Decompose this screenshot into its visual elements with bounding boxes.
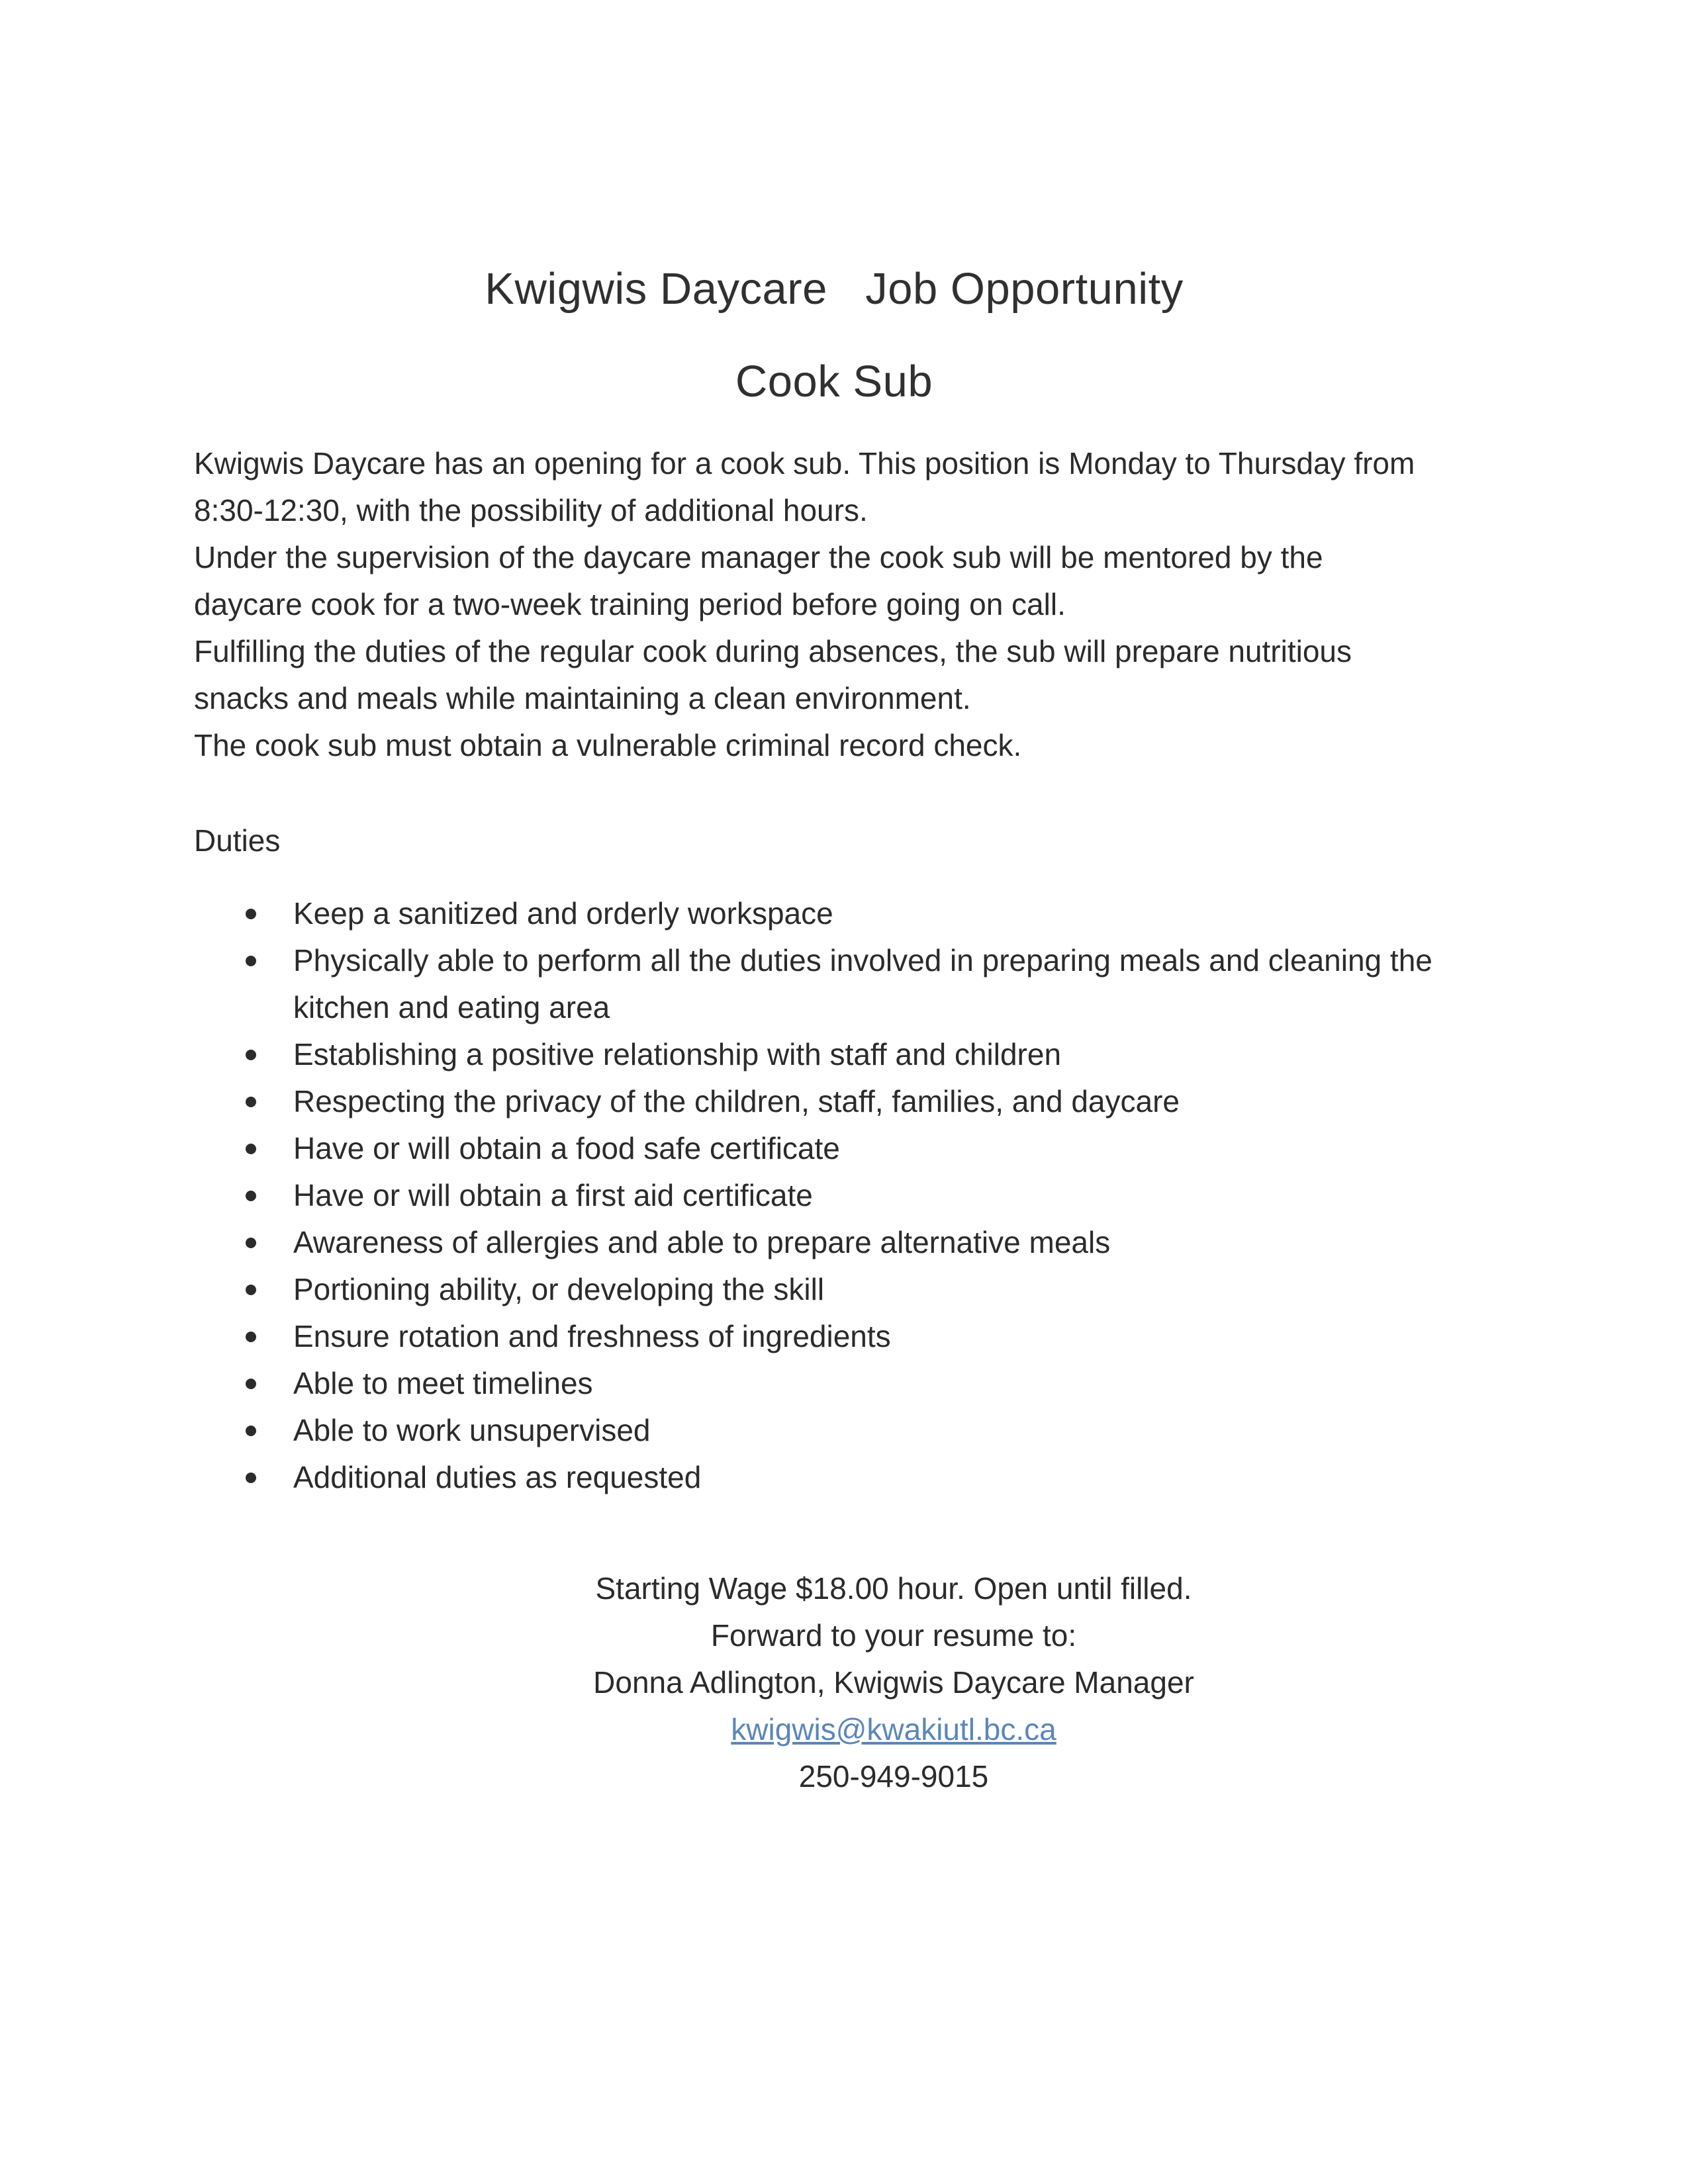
bullet-icon	[246, 1050, 256, 1060]
duty-text: Have or will obtain a first aid certificate	[293, 1178, 813, 1212]
list-item	[240, 1266, 1498, 1313]
list-item	[240, 1454, 1498, 1501]
duty-text: Have or will obtain a food safe certificate	[293, 1131, 840, 1165]
duty-text: Ensure rotation and freshness of ingredients	[293, 1319, 891, 1353]
duty-text: Additional duties as requested	[293, 1460, 702, 1494]
phone-number: 250-949-9015	[798, 1759, 989, 1794]
bullet-icon	[246, 1097, 256, 1107]
duty-text: Able to meet timelines	[293, 1366, 593, 1400]
bullet-icon	[246, 909, 256, 919]
page-title: Kwigwis Daycare Job Opportunity	[485, 264, 1184, 314]
duties-list	[240, 890, 1498, 1501]
duty-text: Establishing a positive relationship with staff and children	[293, 1037, 1062, 1071]
list-item	[240, 1360, 1498, 1407]
list-item	[240, 1125, 1498, 1172]
list-item	[240, 1078, 1498, 1125]
duties-heading: Duties	[194, 823, 281, 858]
duty-text: Awareness of allergies and able to prepare alternative meals	[293, 1225, 1111, 1259]
bullet-icon	[246, 1426, 256, 1436]
position-title: Cook Sub	[735, 357, 933, 406]
list-item	[240, 890, 1498, 937]
wage-text: Starting Wage $18.00 hour. Open until filled.	[595, 1571, 1192, 1606]
intro-section	[194, 440, 1518, 769]
bullet-icon	[246, 1191, 256, 1201]
list-item	[240, 1031, 1498, 1078]
bullet-icon	[246, 956, 256, 966]
duty-text: Able to work unsupervised	[293, 1413, 651, 1447]
list-item	[240, 1313, 1498, 1360]
manager-name: Donna Adlington, Kwigwis Daycare Manager	[593, 1665, 1194, 1700]
list-item	[240, 937, 1485, 1031]
list-item	[240, 1172, 1498, 1219]
bullet-icon	[246, 1379, 256, 1389]
contact-section	[490, 1565, 1297, 1800]
intro-paragraph-1: Kwigwis Daycare has an opening for a cook sub. This position is Monday to Thursday from 8:30-12:30, with the possibility of additional hours.	[194, 446, 1415, 527]
intro-paragraph-2: Under the supervision of the daycare manager the cook sub will be mentored by the daycare cook for a two-week training period before going on call.	[194, 540, 1323, 621]
intro-paragraph-4: The cook sub must obtain a vulnerable criminal record check.	[194, 728, 1022, 762]
email-link[interactable]: kwigwis@kwakiutl.bc.ca	[731, 1712, 1056, 1747]
list-item	[240, 1407, 1498, 1454]
bullet-icon	[246, 1285, 256, 1295]
duty-text: Physically able to perform all the duties involved in preparing meals and cleaning the kitchen and eating area	[293, 943, 1432, 1024]
duty-text: Keep a sanitized and orderly workspace	[293, 896, 833, 931]
bullet-icon	[246, 1238, 256, 1248]
list-item	[240, 1219, 1498, 1266]
duty-text: Portioning ability, or developing the skill	[293, 1272, 825, 1306]
intro-paragraph-3: Fulfilling the duties of the regular cook during absences, the sub will prepare nutritious snacks and meals while maintaining a clean environment.	[194, 634, 1352, 715]
forward-text: Forward to your resume to:	[710, 1618, 1077, 1653]
duty-text: Respecting the privacy of the children, staff, families, and daycare	[293, 1084, 1180, 1118]
bullet-icon	[246, 1332, 256, 1342]
bullet-icon	[246, 1473, 256, 1483]
bullet-icon	[246, 1144, 256, 1154]
